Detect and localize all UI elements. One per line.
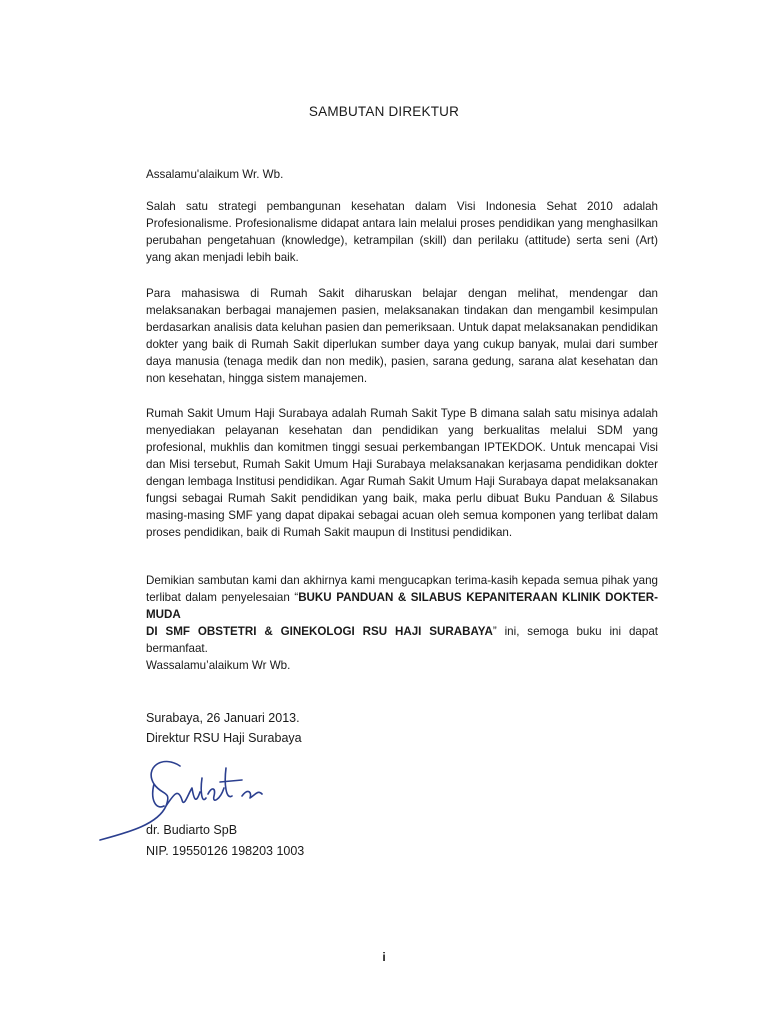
signer-nip: NIP. 19550126 198203 1003 xyxy=(146,844,305,858)
signer-details xyxy=(146,820,304,862)
document-title: SAMBUTAN DIREKTUR xyxy=(308,104,460,119)
paragraph-1: Salah satu strategi pembangunan kesehatan dalam Visi Indonesia Sehat 2010 adalah Profesionalisme. Profesionalisme didapat antara lain melalui proses pendidikan yang menghasilkan perubahan pengetahuan (knowledge), ketrampilan (skill) dan perilaku (attitude) serta seni (Art) yang akan menjadi lebih baik. xyxy=(146,200,658,264)
book-title-line-2: DI SMF OBSTETRI & GINEKOLOGI RSU HAJI SURABAYA xyxy=(146,625,493,638)
paragraph-2: Para mahasiswa di Rumah Sakit diharuskan belajar dengan melihat, mendengar dan melaksanakan berbagai manajemen pasien, melaksanakan tindakan dan mengambil kesimpulan berdasarkan analisis data keluhan pasien dan pemeriksaan. Untuk dapat melaksanakan pendidikan dokter yang baik di Rumah Sakit diperlukan sumber daya yang cukup banyak, mulai dari sumber daya manusia (tenaga medik dan non medik), pasien, sarana gedung, sarana alat kesehatan dan non kesehatan, hingga sistem manajemen. xyxy=(146,287,658,385)
greeting: Assalamu'alaikum Wr. Wb. xyxy=(146,168,284,181)
closing-salutation: Wassalamu’alaikum Wr Wb. xyxy=(146,659,291,672)
signature-header xyxy=(146,708,446,748)
paragraph-4-intro: Demikian sambutan kami dan akhirnya kami mengucapkan terima-kasih kepada semua pihak yang terlibat dalam penyelesaian “ xyxy=(146,574,658,604)
paragraph-4-outro: ” ini, semoga buku ini dapat bermanfaat. xyxy=(146,625,658,655)
paragraph-4 xyxy=(146,572,658,674)
page-number: i xyxy=(382,950,386,964)
place-date: Surabaya, 26 Januari 2013. xyxy=(146,711,300,725)
signer-name: dr. Budiarto SpB xyxy=(146,823,238,837)
book-title-line-1: BUKU PANDUAN & SILABUS KEPANITERAAN KLINIK DOKTER-MUDA xyxy=(146,591,658,621)
signer-position: Direktur RSU Haji Surabaya xyxy=(146,731,302,745)
paragraph-3: Rumah Sakit Umum Haji Surabaya adalah Rumah Sakit Type B dimana salah satu misinya adalah menyediakan pelayanan kesehatan dan pendidikan yang berkualitas melalui SDM yang profesional, mukhlis dan komitmen tinggi sesuai perkembangan IPTEKDOK. Untuk mencapai Visi dan Misi tersebut, Rumah Sakit Umum Haji Surabaya melaksanakan kerjasama pendidikan dokter dengan lembaga Institusi pendidikan. Agar Rumah Sakit Umum Haji Surabaya dapat melaksanakan fungsi sebagai Rumah Sakit pendidikan yang baik, maka perlu dibuat Buku Panduan & Silabus masing-masing SMF yang dapat dipakai sebagai acuan oleh semua komponen yang terlibat dalam proses pendidikan, baik di Rumah Sakit maupun di Institusi pendidikan. xyxy=(146,407,658,539)
